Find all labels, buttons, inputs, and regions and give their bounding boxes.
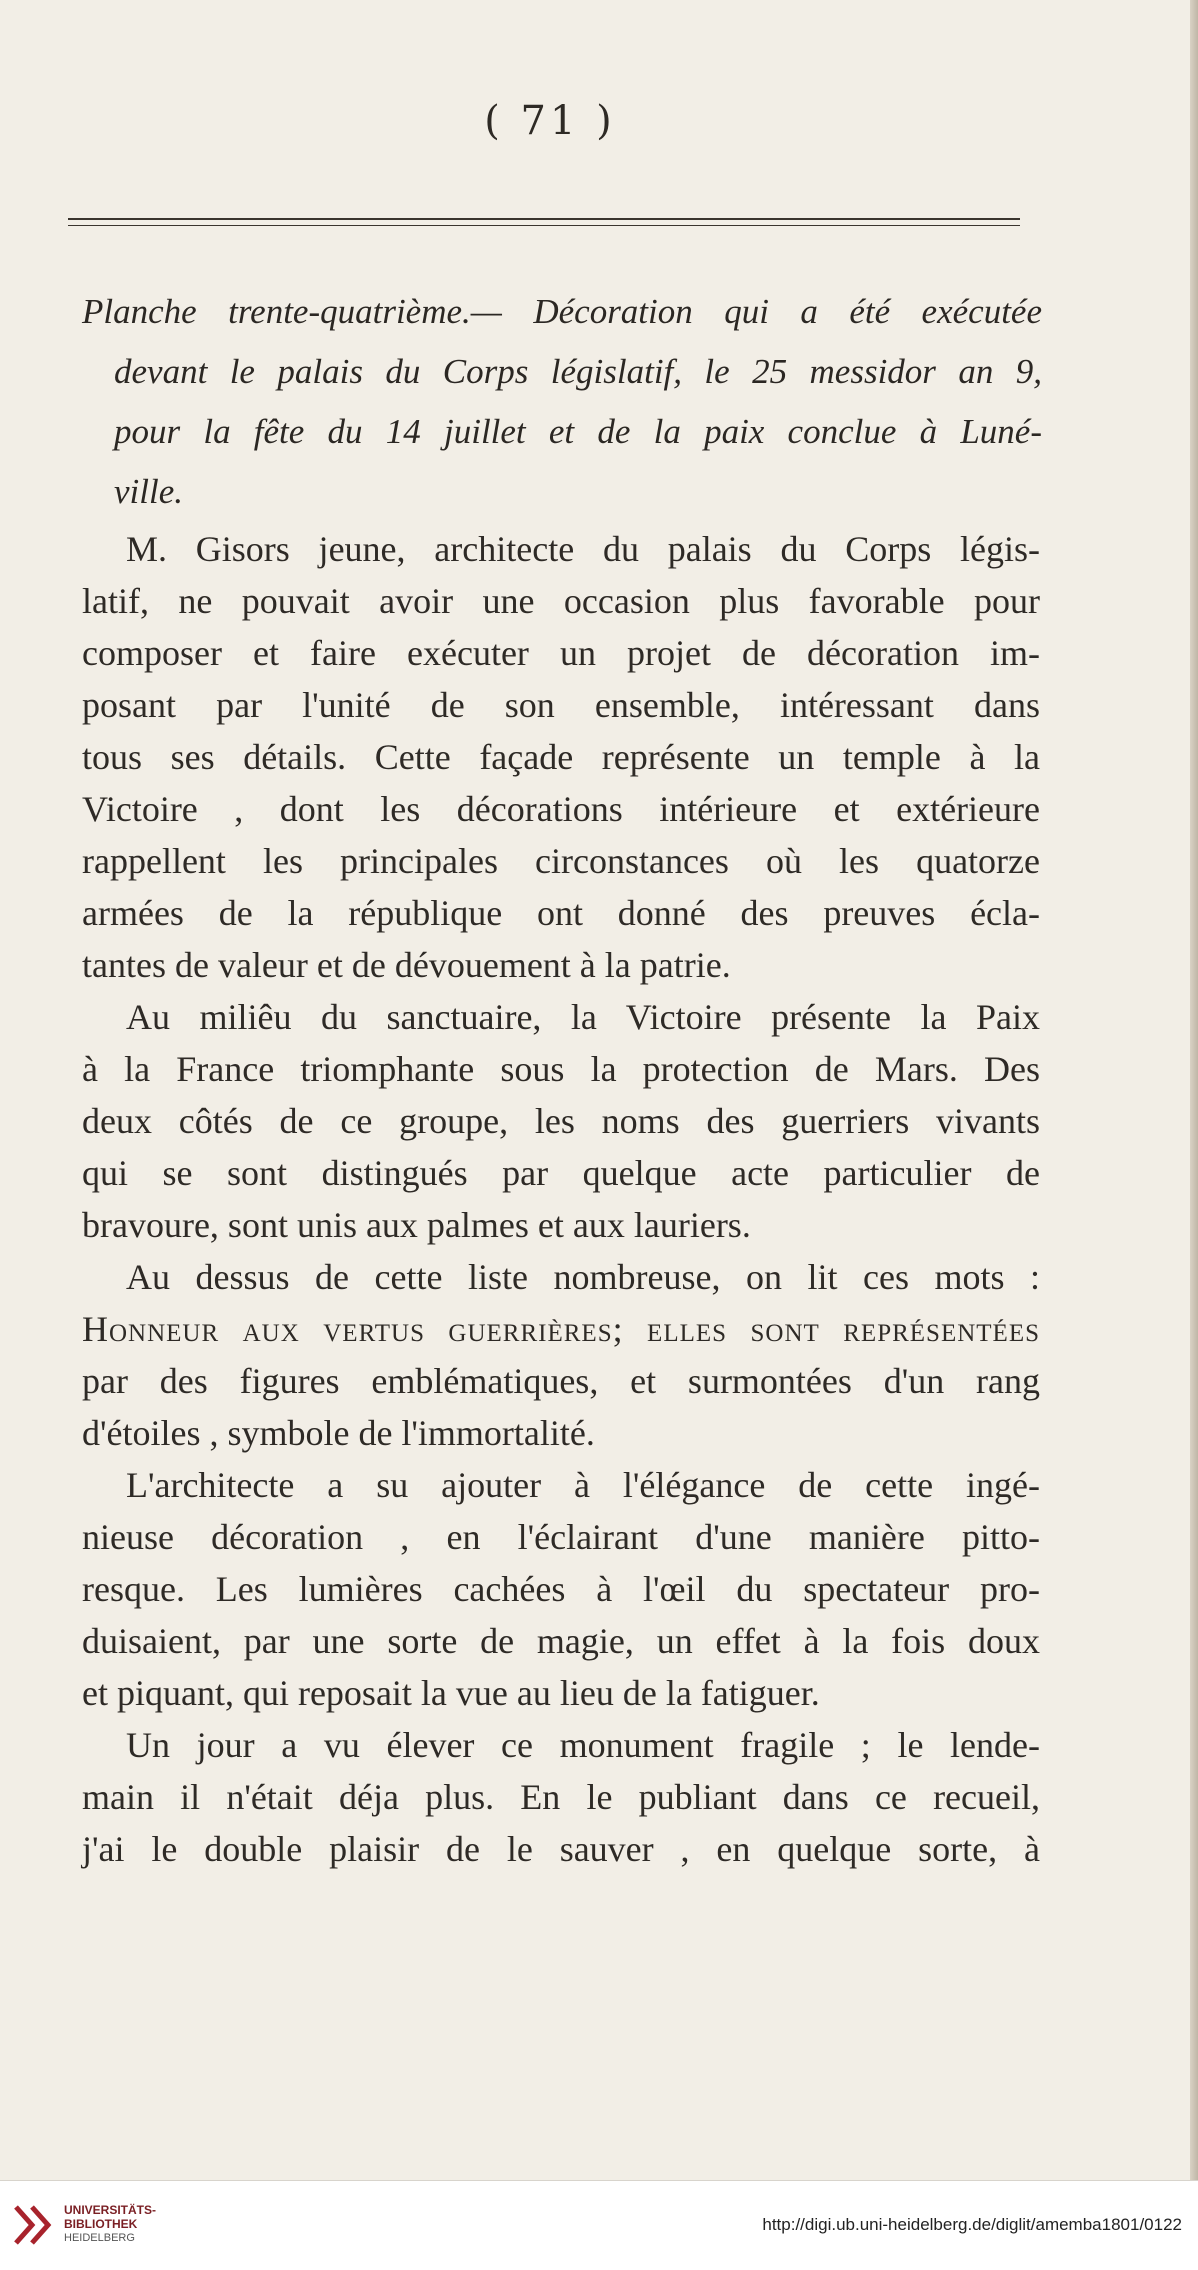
- institution-line: BIBLIOTHEK: [64, 2217, 138, 2231]
- viewer-footer: [0, 2180, 1198, 2270]
- text-line: latif, ne pouvait avoir une occasion plus favorable pour: [82, 581, 1040, 621]
- text-line: j'ai le double plaisir de le sauver , en quelque sorte, à: [82, 1829, 1040, 1869]
- paragraph: [82, 1459, 1040, 1719]
- institution-line: UNIVERSITÄTS-: [64, 2203, 157, 2217]
- text-line: et piquant, qui reposait la vue au lieu de la fatiguer.: [82, 1673, 820, 1713]
- small-caps-motto: Honneur aux vertus guerrières; elles sont représentées: [82, 1309, 1040, 1349]
- caption-line: devant le palais du Corps législatif, le 25 messidor an 9,: [114, 352, 1042, 391]
- permalink-url[interactable]: http://digi.ub.uni-heidelberg.de/diglit/amemba1801/0122: [762, 2215, 1182, 2234]
- caption-line: pour la fête du 14 juillet et de la paix conclue à Luné-: [114, 412, 1042, 451]
- text-line: deux côtés de ce groupe, les noms des guerriers vivants: [82, 1101, 1040, 1141]
- university-logo-icon: [12, 2203, 52, 2249]
- text-line: L'architecte a su ajouter à l'élégance de cette ingé-: [126, 1465, 1040, 1505]
- text-line: bravoure, sont unis aux palmes et aux lauriers.: [82, 1205, 751, 1245]
- caption-line: Planche trente-quatrième.— Décoration qui a été exécutée: [82, 292, 1042, 331]
- text-line: rappellent les principales circonstances où les quatorze: [82, 841, 1040, 881]
- text-line: armées de la république ont donné des preuves écla-: [82, 893, 1040, 933]
- text-line: main il n'était déja plus. En le publiant dans ce recueil,: [82, 1777, 1040, 1817]
- text-line: posant par l'unité de son ensemble, intéressant dans: [82, 685, 1040, 725]
- page-edge-shadow: [1190, 0, 1198, 2180]
- text-line: d'étoiles , symbole de l'immortalité.: [82, 1413, 595, 1453]
- institution-line: HEIDELBERG: [64, 2232, 135, 2244]
- body-text: [82, 523, 1040, 1875]
- plate-caption: [82, 282, 1042, 522]
- text-line: M. Gisors jeune, architecte du palais du Corps légis-: [126, 529, 1040, 569]
- institution-name: [64, 2203, 156, 2245]
- text-line: resque. Les lumières cachées à l'œil du spectateur pro-: [82, 1569, 1040, 1609]
- text-line: tantes de valeur et de dévouement à la patrie.: [82, 945, 731, 985]
- text-line: Au dessus de cette liste nombreuse, on lit ces mots :: [126, 1257, 1040, 1297]
- header-rule-thin: [68, 225, 1020, 226]
- text-line: Victoire , dont les décorations intérieure et extérieure: [82, 789, 1040, 829]
- header-rule: [68, 218, 1020, 220]
- text-line: à la France triomphante sous la protection de Mars. Des: [82, 1049, 1040, 1089]
- text-line: nieuse décoration , en l'éclairant d'une manière pitto-: [82, 1517, 1040, 1557]
- paragraph: [82, 523, 1040, 991]
- text-line: [82, 1303, 1040, 1355]
- paragraph: [82, 1719, 1040, 1875]
- text-line: duisaient, par une sorte de magie, un effet à la fois doux: [82, 1621, 1040, 1661]
- text-line: tous ses détails. Cette façade représente un temple à la: [82, 737, 1040, 777]
- text-line: Au miliêu du sanctuaire, la Victoire présente la Paix: [126, 997, 1040, 1037]
- paragraph: [82, 1251, 1040, 1459]
- text-line: Un jour a vu élever ce monument fragile ; le lende-: [126, 1725, 1040, 1765]
- text-line: par des figures emblématiques, et surmontées d'un rang: [82, 1361, 1040, 1401]
- paragraph: [82, 991, 1040, 1251]
- text-line: composer et faire exécuter un projet de décoration im-: [82, 633, 1040, 673]
- page-number: ( 71 ): [484, 98, 616, 144]
- text-line: qui se sont distingués par quelque acte particulier de: [82, 1153, 1040, 1193]
- caption-line: ville.: [114, 472, 183, 511]
